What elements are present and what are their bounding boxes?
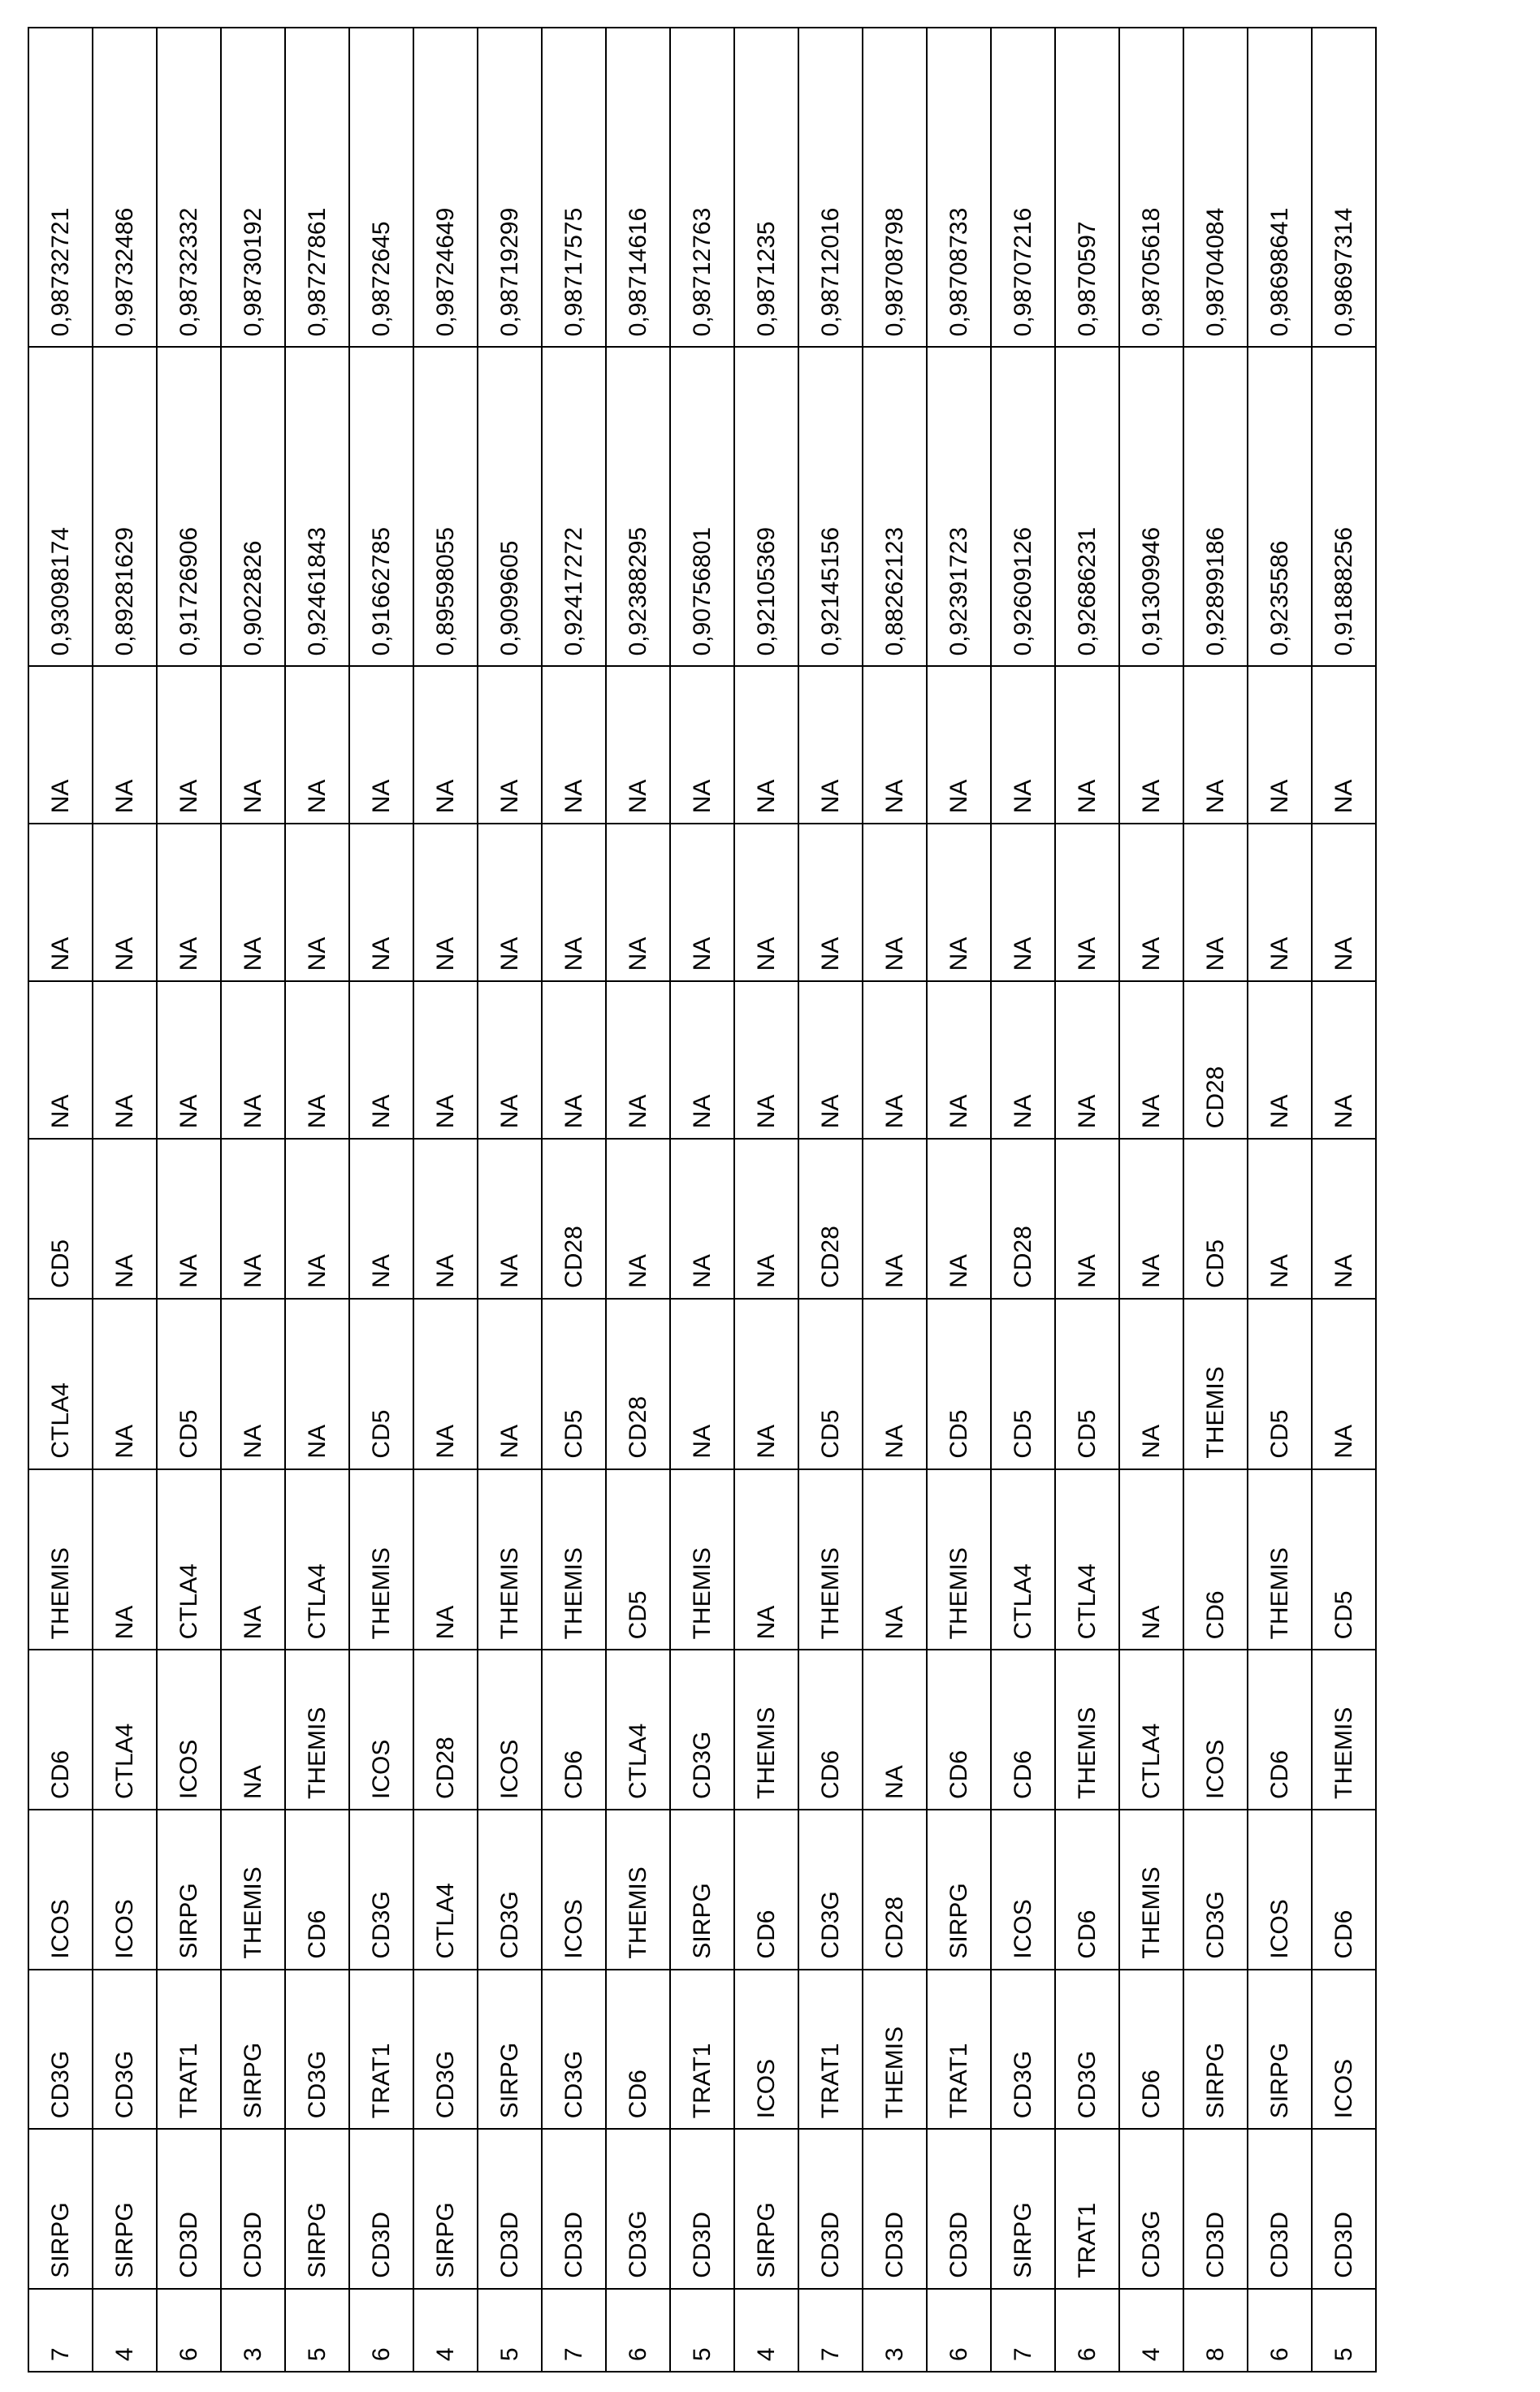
cell-count: 6 bbox=[1248, 2289, 1312, 2372]
cell-gene: CD3G bbox=[991, 1970, 1055, 2130]
cell-value: 0,98732721 bbox=[28, 28, 93, 347]
cell-gene: SIRPG bbox=[285, 2129, 349, 2289]
cell-gene: NA bbox=[670, 981, 734, 1139]
cell-gene: NA bbox=[478, 981, 542, 1139]
cell-count: 6 bbox=[606, 2289, 670, 2372]
cell-count: 5 bbox=[478, 2289, 542, 2372]
cell-gene: CD6 bbox=[734, 1810, 798, 1970]
cell-value: 0,92609126 bbox=[991, 347, 1055, 666]
cell-gene: NA bbox=[1312, 1299, 1376, 1469]
table-row bbox=[1183, 28, 1248, 2372]
cell-gene: ICOS bbox=[93, 1810, 157, 1970]
cell-gene: NA bbox=[93, 1299, 157, 1469]
cell-gene: NA bbox=[734, 1469, 798, 1650]
cell-count: 5 bbox=[670, 2289, 734, 2372]
cell-gene: CD5 bbox=[606, 1469, 670, 1650]
cell-gene: NA bbox=[221, 1139, 285, 1299]
cell-gene: NA bbox=[734, 1139, 798, 1299]
cell-gene: TRAT1 bbox=[349, 1970, 413, 2130]
cell-value: 0,92391723 bbox=[927, 347, 991, 666]
cell-gene: NA bbox=[606, 981, 670, 1139]
cell-gene: NA bbox=[927, 824, 991, 981]
cell-count: 5 bbox=[1312, 2289, 1376, 2372]
table-row bbox=[1055, 28, 1119, 2372]
cell-gene: CD3G bbox=[478, 1810, 542, 1970]
cell-gene: NA bbox=[93, 1469, 157, 1650]
cell-gene: THEMIS bbox=[28, 1469, 93, 1650]
cell-gene: CD3D bbox=[478, 2129, 542, 2289]
cell-gene: NA bbox=[478, 1139, 542, 1299]
cell-value: 0,98730192 bbox=[221, 28, 285, 347]
cell-gene: NA bbox=[28, 824, 93, 981]
cell-gene: NA bbox=[542, 824, 606, 981]
cell-gene: NA bbox=[28, 666, 93, 824]
cell-gene: NA bbox=[221, 1650, 285, 1810]
cell-gene: NA bbox=[1119, 981, 1183, 1139]
cell-gene: NA bbox=[413, 1139, 478, 1299]
cell-value: 0,92899186 bbox=[1183, 347, 1248, 666]
cell-gene: NA bbox=[1119, 666, 1183, 824]
cell-gene: NA bbox=[221, 981, 285, 1139]
cell-gene: CTLA4 bbox=[157, 1469, 221, 1650]
cell-gene: NA bbox=[221, 666, 285, 824]
cell-gene: CD28 bbox=[1183, 981, 1248, 1139]
cell-gene: CD6 bbox=[1248, 1650, 1312, 1810]
table-row bbox=[93, 28, 157, 2372]
table-row bbox=[542, 28, 606, 2372]
cell-gene: ICOS bbox=[28, 1810, 93, 1970]
cell-gene: NA bbox=[285, 981, 349, 1139]
cell-gene: CD3G bbox=[93, 1970, 157, 2130]
cell-value: 0,98708733 bbox=[927, 28, 991, 347]
cell-gene: CD3G bbox=[1119, 2129, 1183, 2289]
cell-gene: SIRPG bbox=[927, 1810, 991, 1970]
cell-gene: NA bbox=[1055, 981, 1119, 1139]
cell-gene: CD5 bbox=[991, 1299, 1055, 1469]
cell-gene: NA bbox=[1055, 666, 1119, 824]
cell-count: 4 bbox=[1119, 2289, 1183, 2372]
cell-value: 0,91309946 bbox=[1119, 347, 1183, 666]
cell-gene: NA bbox=[157, 1139, 221, 1299]
cell-gene: TRAT1 bbox=[670, 1970, 734, 2130]
cell-gene: CD5 bbox=[1312, 1469, 1376, 1650]
cell-value: 0,91726906 bbox=[157, 347, 221, 666]
cell-gene: SIRPG bbox=[478, 1970, 542, 2130]
cell-gene: SIRPG bbox=[1183, 1970, 1248, 2130]
cell-gene: CD6 bbox=[606, 1970, 670, 2130]
cell-gene: CTLA4 bbox=[93, 1650, 157, 1810]
cell-value: 0,98719299 bbox=[478, 28, 542, 347]
table-row bbox=[991, 28, 1055, 2372]
cell-gene: NA bbox=[221, 824, 285, 981]
table-row bbox=[28, 28, 93, 2372]
table-row bbox=[221, 28, 285, 2372]
cell-gene: NA bbox=[863, 1299, 927, 1469]
cell-gene: NA bbox=[1312, 981, 1376, 1139]
cell-value: 0,98705618 bbox=[1119, 28, 1183, 347]
cell-gene: CD3G bbox=[606, 2129, 670, 2289]
cell-value: 0,91888256 bbox=[1312, 347, 1376, 666]
cell-gene: NA bbox=[413, 1299, 478, 1469]
cell-gene: ICOS bbox=[991, 1810, 1055, 1970]
cell-gene: CD5 bbox=[1055, 1299, 1119, 1469]
cell-value: 0,9871235 bbox=[734, 28, 798, 347]
cell-gene: NA bbox=[670, 666, 734, 824]
cell-value: 0,98697314 bbox=[1312, 28, 1376, 347]
cell-gene: NA bbox=[1248, 824, 1312, 981]
cell-gene: THEMIS bbox=[606, 1810, 670, 1970]
cell-gene: NA bbox=[1119, 1299, 1183, 1469]
cell-gene: THEMIS bbox=[478, 1469, 542, 1650]
cell-gene: NA bbox=[991, 824, 1055, 981]
cell-gene: NA bbox=[863, 1469, 927, 1650]
cell-gene: CD28 bbox=[863, 1810, 927, 1970]
cell-gene: NA bbox=[606, 1139, 670, 1299]
cell-gene: NA bbox=[1248, 981, 1312, 1139]
cell-gene: CD6 bbox=[1055, 1810, 1119, 1970]
cell-gene: NA bbox=[734, 666, 798, 824]
cell-gene: TRAT1 bbox=[1055, 2129, 1119, 2289]
cell-gene: NA bbox=[927, 666, 991, 824]
table-row bbox=[413, 28, 478, 2372]
cell-gene: NA bbox=[413, 666, 478, 824]
cell-value: 0,92388295 bbox=[606, 347, 670, 666]
cell-gene: CTLA4 bbox=[1055, 1469, 1119, 1650]
cell-count: 6 bbox=[1055, 2289, 1119, 2372]
cell-gene: CD5 bbox=[1248, 1299, 1312, 1469]
cell-gene: THEMIS bbox=[1119, 1810, 1183, 1970]
cell-gene: NA bbox=[157, 981, 221, 1139]
cell-gene: NA bbox=[606, 666, 670, 824]
cell-gene: CD3D bbox=[221, 2129, 285, 2289]
cell-gene: CD5 bbox=[542, 1299, 606, 1469]
cell-gene: NA bbox=[93, 666, 157, 824]
cell-count: 6 bbox=[927, 2289, 991, 2372]
cell-gene: NA bbox=[413, 981, 478, 1139]
cell-gene: NA bbox=[1055, 824, 1119, 981]
cell-gene: SIRPG bbox=[157, 1810, 221, 1970]
cell-gene: NA bbox=[349, 981, 413, 1139]
cell-value: 0,98698641 bbox=[1248, 28, 1312, 347]
table-row bbox=[1119, 28, 1183, 2372]
cell-gene: NA bbox=[1119, 1469, 1183, 1650]
cell-gene: CD3D bbox=[349, 2129, 413, 2289]
cell-gene: CD28 bbox=[413, 1650, 478, 1810]
cell-gene: NA bbox=[221, 1469, 285, 1650]
table-row bbox=[1248, 28, 1312, 2372]
cell-gene: NA bbox=[798, 666, 863, 824]
cell-value: 0,98707216 bbox=[991, 28, 1055, 347]
cell-gene: CD3G bbox=[542, 1970, 606, 2130]
cell-count: 7 bbox=[991, 2289, 1055, 2372]
cell-gene: CTLA4 bbox=[413, 1810, 478, 1970]
cell-gene: NA bbox=[285, 666, 349, 824]
cell-gene: SIRPG bbox=[221, 1970, 285, 2130]
cell-gene: NA bbox=[349, 824, 413, 981]
cell-gene: CTLA4 bbox=[28, 1299, 93, 1469]
cell-gene: CD5 bbox=[798, 1299, 863, 1469]
cell-value: 0,98724649 bbox=[413, 28, 478, 347]
cell-gene: TRAT1 bbox=[157, 1970, 221, 2130]
cell-gene: NA bbox=[1055, 1139, 1119, 1299]
cell-gene: THEMIS bbox=[798, 1469, 863, 1650]
cell-gene: CD6 bbox=[798, 1650, 863, 1810]
table-row bbox=[157, 28, 221, 2372]
cell-gene: CD5 bbox=[28, 1139, 93, 1299]
cell-gene: NA bbox=[1312, 1139, 1376, 1299]
cell-gene: NA bbox=[863, 981, 927, 1139]
cell-gene: CD3G bbox=[798, 1810, 863, 1970]
cell-gene: NA bbox=[285, 824, 349, 981]
cell-gene: CD6 bbox=[542, 1650, 606, 1810]
cell-gene: ICOS bbox=[157, 1650, 221, 1810]
cell-gene: THEMIS bbox=[863, 1970, 927, 2130]
cell-gene: NA bbox=[606, 824, 670, 981]
cell-gene: CD3G bbox=[1055, 1970, 1119, 2130]
cell-gene: NA bbox=[670, 824, 734, 981]
cell-count: 7 bbox=[28, 2289, 93, 2372]
cell-value: 0,9099605 bbox=[478, 347, 542, 666]
cell-gene: CD3G bbox=[413, 1970, 478, 2130]
cell-value: 0,98712763 bbox=[670, 28, 734, 347]
cell-gene: NA bbox=[670, 1139, 734, 1299]
cell-count: 4 bbox=[413, 2289, 478, 2372]
cell-gene: CD5 bbox=[1183, 1139, 1248, 1299]
table-row bbox=[734, 28, 798, 2372]
cell-gene: NA bbox=[863, 1650, 927, 1810]
table-row bbox=[798, 28, 863, 2372]
cell-gene: NA bbox=[93, 981, 157, 1139]
cell-gene: CTLA4 bbox=[1119, 1650, 1183, 1810]
cell-gene: CD3G bbox=[670, 1650, 734, 1810]
cell-gene: CD6 bbox=[991, 1650, 1055, 1810]
table-row bbox=[863, 28, 927, 2372]
cell-gene: NA bbox=[157, 666, 221, 824]
cell-value: 0,89281629 bbox=[93, 347, 157, 666]
cell-value: 0,92686231 bbox=[1055, 347, 1119, 666]
cell-value: 0,98727861 bbox=[285, 28, 349, 347]
cell-gene: NA bbox=[28, 981, 93, 1139]
table-body bbox=[28, 28, 1376, 2372]
cell-count: 3 bbox=[221, 2289, 285, 2372]
cell-gene: NA bbox=[734, 1299, 798, 1469]
cell-gene: CD28 bbox=[542, 1139, 606, 1299]
cell-gene: NA bbox=[927, 1139, 991, 1299]
cell-gene: SIRPG bbox=[1248, 1970, 1312, 2130]
cell-count: 6 bbox=[349, 2289, 413, 2372]
cell-gene: NA bbox=[221, 1299, 285, 1469]
cell-gene: CD5 bbox=[157, 1299, 221, 1469]
cell-gene: CD3D bbox=[542, 2129, 606, 2289]
cell-gene: ICOS bbox=[478, 1650, 542, 1810]
cell-gene: THEMIS bbox=[927, 1469, 991, 1650]
cell-gene: CD3D bbox=[798, 2129, 863, 2289]
cell-value: 0,98712016 bbox=[798, 28, 863, 347]
cell-gene: NA bbox=[413, 1469, 478, 1650]
cell-gene: NA bbox=[1119, 1139, 1183, 1299]
cell-gene: NA bbox=[1248, 666, 1312, 824]
cell-gene: CD3G bbox=[1183, 1810, 1248, 1970]
cell-value: 0,91662785 bbox=[349, 347, 413, 666]
cell-gene: ICOS bbox=[542, 1810, 606, 1970]
table-row bbox=[670, 28, 734, 2372]
cell-gene: NA bbox=[1183, 824, 1248, 981]
cell-gene: CD5 bbox=[927, 1299, 991, 1469]
cell-count: 5 bbox=[285, 2289, 349, 2372]
cell-gene: CD3D bbox=[1312, 2129, 1376, 2289]
cell-gene: NA bbox=[285, 1139, 349, 1299]
table-row bbox=[606, 28, 670, 2372]
cell-value: 0,98732486 bbox=[93, 28, 157, 347]
cell-gene: NA bbox=[478, 1299, 542, 1469]
cell-gene: THEMIS bbox=[1312, 1650, 1376, 1810]
cell-value: 0,9872645 bbox=[349, 28, 413, 347]
cell-gene: NA bbox=[478, 824, 542, 981]
cell-gene: CD28 bbox=[606, 1299, 670, 1469]
cell-gene: ICOS bbox=[1248, 1810, 1312, 1970]
cell-gene: CD3D bbox=[927, 2129, 991, 2289]
cell-gene: CD3D bbox=[670, 2129, 734, 2289]
cell-gene: SIRPG bbox=[28, 2129, 93, 2289]
cell-gene: THEMIS bbox=[285, 1650, 349, 1810]
cell-gene: THEMIS bbox=[670, 1469, 734, 1650]
cell-gene: THEMIS bbox=[542, 1469, 606, 1650]
table-row bbox=[1312, 28, 1376, 2372]
cell-count: 7 bbox=[798, 2289, 863, 2372]
cell-gene: CD6 bbox=[1312, 1810, 1376, 1970]
cell-value: 0,9022826 bbox=[221, 347, 285, 666]
cell-gene: SIRPG bbox=[991, 2129, 1055, 2289]
cell-gene: CD3G bbox=[28, 1970, 93, 2130]
cell-count: 7 bbox=[542, 2289, 606, 2372]
cell-gene: NA bbox=[157, 824, 221, 981]
cell-gene: NA bbox=[991, 666, 1055, 824]
cell-count: 4 bbox=[93, 2289, 157, 2372]
cell-gene: NA bbox=[349, 666, 413, 824]
cell-gene: NA bbox=[1312, 666, 1376, 824]
cell-gene: CD6 bbox=[28, 1650, 93, 1810]
cell-gene: NA bbox=[542, 666, 606, 824]
cell-gene: THEMIS bbox=[1248, 1469, 1312, 1650]
cell-value: 0,89598055 bbox=[413, 347, 478, 666]
cell-value: 0,88262123 bbox=[863, 347, 927, 666]
cell-gene: NA bbox=[1119, 824, 1183, 981]
cell-gene: CD3D bbox=[1183, 2129, 1248, 2289]
table-row bbox=[478, 28, 542, 2372]
cell-gene: NA bbox=[798, 824, 863, 981]
cell-gene: NA bbox=[798, 981, 863, 1139]
cell-gene: NA bbox=[863, 1139, 927, 1299]
cell-value: 0,98714616 bbox=[606, 28, 670, 347]
cell-gene: NA bbox=[991, 981, 1055, 1139]
cell-value: 0,92461843 bbox=[285, 347, 349, 666]
table-row bbox=[927, 28, 991, 2372]
cell-value: 0,93098174 bbox=[28, 347, 93, 666]
cell-gene: THEMIS bbox=[1183, 1299, 1248, 1469]
cell-gene: NA bbox=[349, 1139, 413, 1299]
cell-gene: SIRPG bbox=[734, 2129, 798, 2289]
cell-gene: NA bbox=[1248, 1139, 1312, 1299]
cell-gene: NA bbox=[478, 666, 542, 824]
cell-value: 0,92105369 bbox=[734, 347, 798, 666]
cell-gene: CTLA4 bbox=[285, 1469, 349, 1650]
cell-gene: THEMIS bbox=[349, 1469, 413, 1650]
cell-gene: CD3G bbox=[285, 1970, 349, 2130]
cell-gene: NA bbox=[734, 824, 798, 981]
cell-gene: NA bbox=[413, 824, 478, 981]
cell-value: 0,9235586 bbox=[1248, 347, 1312, 666]
cell-gene: NA bbox=[93, 824, 157, 981]
cell-gene: NA bbox=[1312, 824, 1376, 981]
gene-signature-table bbox=[28, 27, 1377, 2373]
cell-gene: THEMIS bbox=[1055, 1650, 1119, 1810]
cell-gene: CD6 bbox=[1119, 1970, 1183, 2130]
cell-gene: ICOS bbox=[734, 1970, 798, 2130]
cell-gene: SIRPG bbox=[670, 1810, 734, 1970]
cell-value: 0,90756801 bbox=[670, 347, 734, 666]
cell-gene: CD3D bbox=[157, 2129, 221, 2289]
cell-gene: THEMIS bbox=[734, 1650, 798, 1810]
cell-gene: ICOS bbox=[1312, 1970, 1376, 2130]
cell-count: 4 bbox=[734, 2289, 798, 2372]
cell-gene: CD28 bbox=[991, 1139, 1055, 1299]
table-row bbox=[349, 28, 413, 2372]
cell-gene: ICOS bbox=[1183, 1650, 1248, 1810]
cell-gene: NA bbox=[670, 1299, 734, 1469]
cell-gene: NA bbox=[285, 1299, 349, 1469]
cell-gene: NA bbox=[734, 981, 798, 1139]
cell-gene: SIRPG bbox=[93, 2129, 157, 2289]
cell-gene: CD5 bbox=[349, 1299, 413, 1469]
cell-value: 0,98704084 bbox=[1183, 28, 1248, 347]
cell-gene: CD3G bbox=[349, 1810, 413, 1970]
cell-gene: CD6 bbox=[285, 1810, 349, 1970]
cell-value: 0,92417272 bbox=[542, 347, 606, 666]
cell-count: 6 bbox=[157, 2289, 221, 2372]
cell-value: 0,9870597 bbox=[1055, 28, 1119, 347]
cell-gene: NA bbox=[542, 981, 606, 1139]
cell-gene: CD6 bbox=[927, 1650, 991, 1810]
cell-gene: CTLA4 bbox=[991, 1469, 1055, 1650]
cell-gene: NA bbox=[927, 981, 991, 1139]
table-row bbox=[285, 28, 349, 2372]
cell-gene: CD3D bbox=[1248, 2129, 1312, 2289]
cell-value: 0,98732332 bbox=[157, 28, 221, 347]
cell-gene: NA bbox=[863, 824, 927, 981]
cell-gene: NA bbox=[93, 1139, 157, 1299]
cell-gene: SIRPG bbox=[413, 2129, 478, 2289]
cell-value: 0,92145156 bbox=[798, 347, 863, 666]
cell-count: 8 bbox=[1183, 2289, 1248, 2372]
cell-gene: ICOS bbox=[349, 1650, 413, 1810]
cell-value: 0,98717575 bbox=[542, 28, 606, 347]
cell-gene: CD28 bbox=[798, 1139, 863, 1299]
cell-gene: NA bbox=[1183, 666, 1248, 824]
cell-value: 0,98708798 bbox=[863, 28, 927, 347]
cell-gene: THEMIS bbox=[221, 1810, 285, 1970]
cell-gene: CD6 bbox=[1183, 1469, 1248, 1650]
cell-gene: TRAT1 bbox=[927, 1970, 991, 2130]
cell-gene: CTLA4 bbox=[606, 1650, 670, 1810]
cell-count: 3 bbox=[863, 2289, 927, 2372]
cell-gene: TRAT1 bbox=[798, 1970, 863, 2130]
cell-gene: CD3D bbox=[863, 2129, 927, 2289]
cell-gene: NA bbox=[863, 666, 927, 824]
